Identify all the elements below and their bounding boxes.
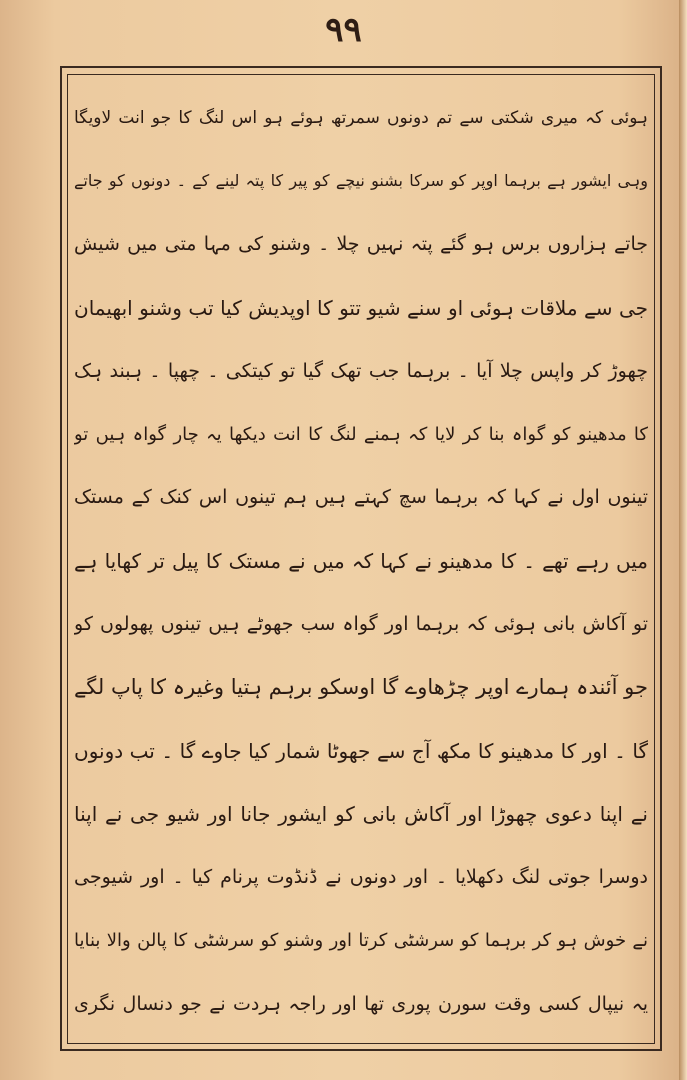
text-line: گا ۔ اور کا مدھینو کا مکھ آج سے جھوٹا شمار کیا جاوے گا ۔ تب دونوں — [74, 738, 648, 763]
text-line: تینوں اول نے کہا کہ برہما سچ کہتے ہیں ہم تینوں اس کنک کے مستک — [74, 486, 648, 509]
text-line: تو آکاش بانی ہوئی کہ برہما اور گواہ سب جھوٹے ہیں تینوں پھولوں کو — [74, 613, 648, 636]
text-line: نے خوش ہو کر برہما کو سرشٹی کرتا اور وشنو کو سرشٹی کا پالن والا بنایا — [74, 930, 648, 951]
text-line: وہی ایشور ہے برہما اوپر کو سرکا بشنو نیچے کو پیر کا پتہ لینے کے ۔ دونوں کو جاتے — [74, 171, 648, 191]
text-line: جو آئندہ ہمارے اوپر چڑھاوے گا اوسکو برہم ہتیا وغیرہ کا پاپ لگے — [74, 675, 648, 700]
text-line: کا مدھینو کو گواہ بنا کر لایا کہ ہمنے لنگ کا انت دیکھا یہ چار گواہ ہیں تو — [74, 423, 648, 445]
body-text — [74, 86, 648, 1036]
text-line: دوسرا جوتی لنگ دکھلایا ۔ اور دونوں نے ڈنڈوت پرنام کیا ۔ اور شیوجی — [74, 866, 648, 889]
text-line: جاتے ہزاروں برس ہو گئے پتہ نہیں چلا ۔ وشنو کی مہا متی میں شیش — [74, 233, 648, 256]
page-number: ۹۹ — [325, 10, 362, 50]
text-line: جی سے ملاقات ہوئی او سنے شیو تتو کا اوپدیش کیا تب وشنو ابھیمان — [74, 295, 648, 320]
text-line: ہوئی کہ میری شکتی سے تم دونوں سمرتھ ہوئے ہو اس لنگ کا جو انت لاویگا — [74, 108, 648, 129]
text-line: یہ نیپال کسی وقت سورن پوری تھا اور راجہ ہردت نے جو دنسال نگری — [74, 992, 648, 1015]
text-line: چھوڑ کر واپس چلا آیا ۔ برہما جب تھک گیا تو کیتکی ۔ چھپا ۔ ہبند ہک — [74, 359, 648, 382]
text-line: نے اپنا دعوی چھوڑا اور آکاش بانی کو ایشور جانا اور شیو جی نے اپنا — [74, 801, 648, 826]
page-edge — [679, 0, 687, 1080]
text-line: میں رہے تھے ۔ کا مدھینو نے کہا کہ میں نے مستک کا پیل تر کھایا ہے — [74, 548, 648, 573]
